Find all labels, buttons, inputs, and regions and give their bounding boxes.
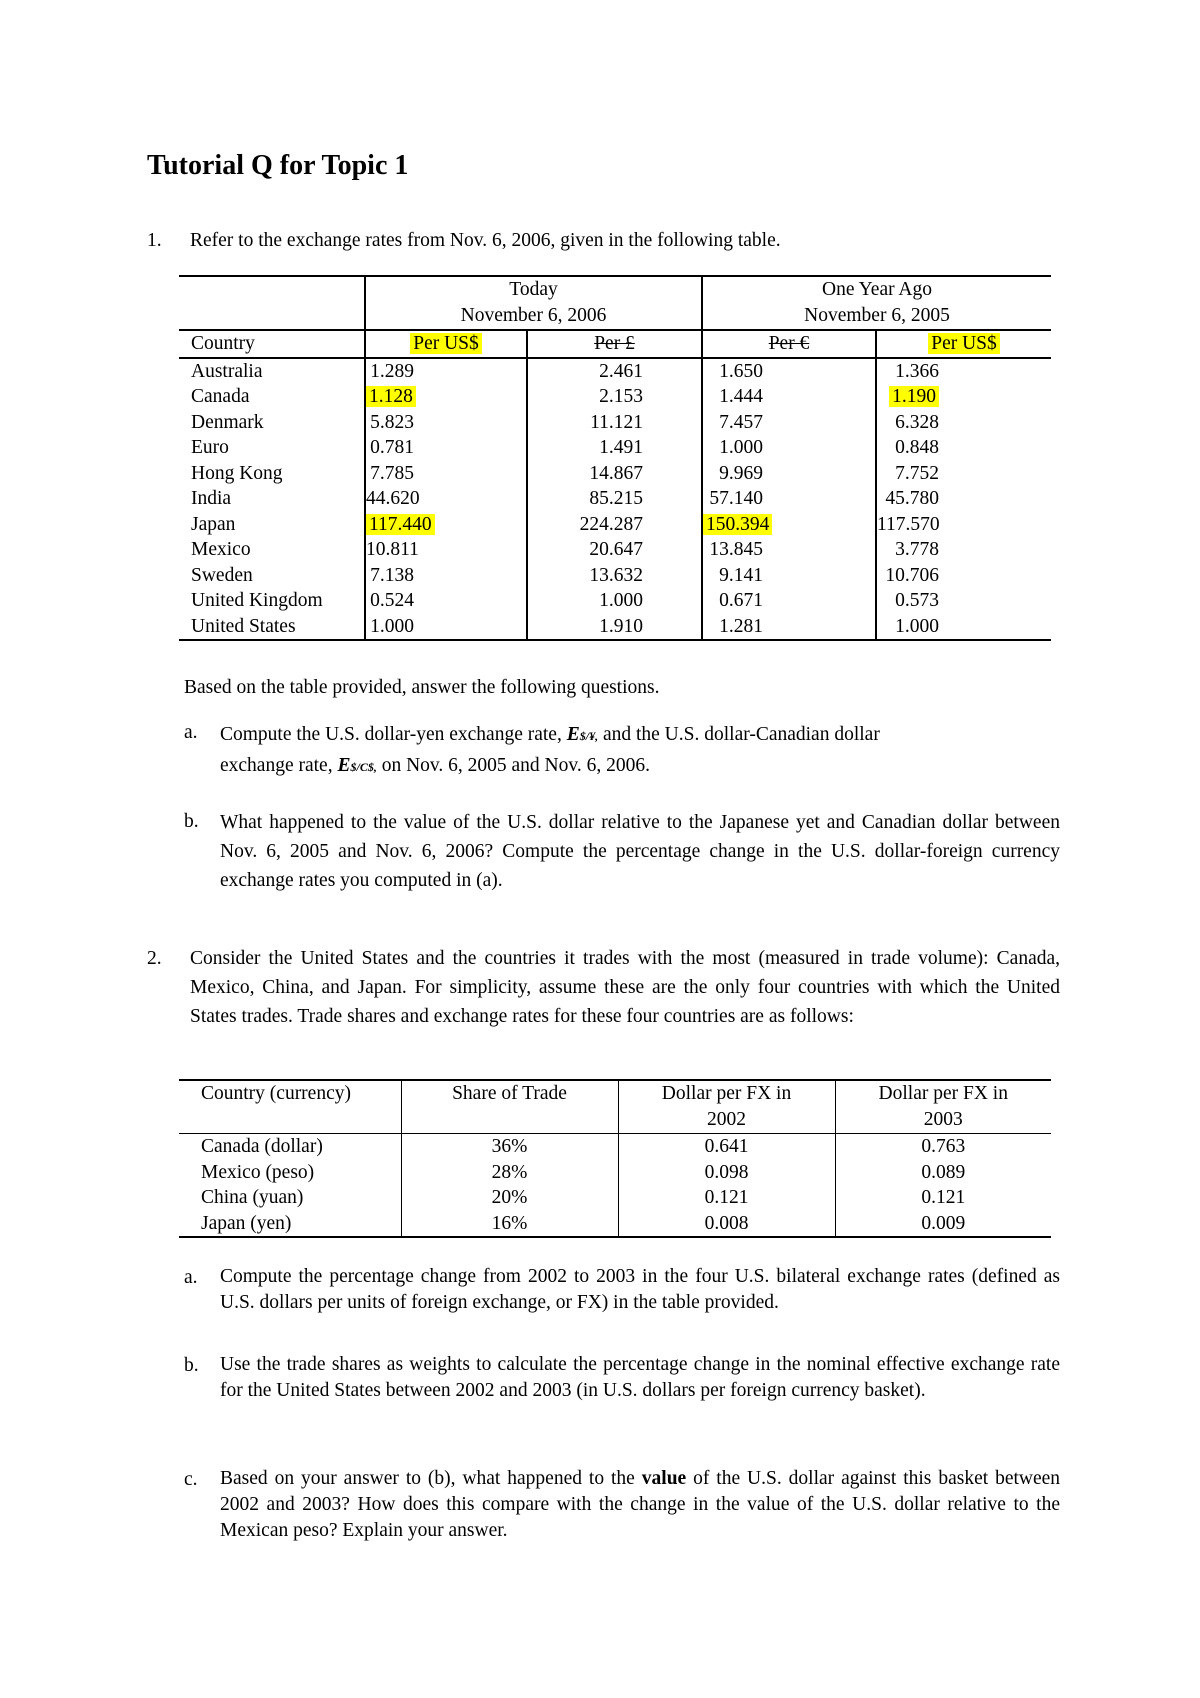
table-row <box>179 512 1051 538</box>
col-header-today-per-usd: Per US$ <box>410 333 482 354</box>
q1b-text: What happened to the value of the U.S. dollar relative to the Japanese yet and Canadian dollar between Nov. 6, 2005 and Nov. 6, 2006? Compute the percentage change in the U.S. dollar-foreign currency exchange rates you computed in (a). <box>220 812 1060 891</box>
q1a-subscript-1: $/¥, <box>579 729 599 743</box>
cell-dollar-per-fx-2002: 0.008 <box>618 1211 835 1238</box>
q1a-symbol-1: E <box>566 724 580 745</box>
q2c-bold-word: value <box>641 1468 687 1489</box>
group-header-ago-date: November 6, 2005 <box>702 303 1051 330</box>
cell-today-per-usd: 117.440 <box>366 514 435 535</box>
table-row <box>179 614 1051 641</box>
cell-today-per-gbp: 2.461 <box>599 360 643 382</box>
cell-today-per-gbp: 224.287 <box>579 513 643 535</box>
cell-today-per-gbp: 14.867 <box>589 462 643 484</box>
q2a-text: Compute the percentage change from 2002 to 2003 in the four U.S. bilateral exchange rates (defined as U.S. dollars per units of foreign exchange, or FX) in the table provided. <box>220 1266 1060 1313</box>
table-row <box>179 486 1051 512</box>
cell-country: United States <box>191 615 296 637</box>
exchange-rate-table <box>179 275 1051 641</box>
table-row <box>179 1134 1051 1160</box>
cell-ago-per-eur: 9.141 <box>719 564 763 586</box>
q2-intro: Consider the United States and the countries it trades with the most (measured in trade volume): Canada, Mexico, China, and Japan. For simplicity, assume these are the only four countries with which the United States trades. Trade shares and exchange rates for these four countries are as follows: <box>190 948 1060 1027</box>
cell-country: India <box>191 488 232 509</box>
cell-today-per-gbp: 11.121 <box>590 411 643 433</box>
table-row <box>179 410 1051 436</box>
cell-country: United Kingdom <box>191 590 323 611</box>
q1a-symbol-2: E <box>337 755 351 776</box>
cell-ago-per-eur: 1.444 <box>719 386 763 407</box>
q1-lead: Based on the table provided, answer the following questions. <box>184 677 660 698</box>
cell-ago-per-eur: 1.650 <box>719 360 763 382</box>
col-header-2003-line1: Dollar per FX in <box>878 1083 1008 1104</box>
cell-today-per-usd: 7.785 <box>370 462 414 484</box>
q2b-text: Use the trade shares as weights to calculate the percentage change in the nominal effective exchange rate for the United States between 2002 and 2003 (in U.S. dollars per foreign currency basket). <box>220 1354 1060 1401</box>
cell-country-currency: Canada (dollar) <box>201 1136 323 1157</box>
cell-share-of-trade: 16% <box>401 1211 618 1238</box>
cell-ago-per-usd: 6.328 <box>895 411 939 433</box>
table-row <box>179 588 1051 614</box>
cell-dollar-per-fx-2003: 0.089 <box>835 1160 1051 1186</box>
cell-ago-per-usd: 45.780 <box>885 488 939 509</box>
q1a-text-part2: and the U.S. dollar-Canadian dollar <box>602 724 880 745</box>
q1a-subscript-2: $/C$, <box>350 760 377 774</box>
q2a-label: a. <box>184 1267 198 1288</box>
cell-ago-per-usd: 7.752 <box>895 462 939 484</box>
cell-today-per-gbp: 20.647 <box>589 539 643 560</box>
cell-dollar-per-fx-2002: 0.121 <box>618 1185 835 1211</box>
cell-share-of-trade: 28% <box>401 1160 618 1186</box>
cell-ago-per-eur: 1.281 <box>719 615 763 637</box>
q2c-text-part2: of the U.S. dollar against this basket between 2002 and 2003? How does this compare with the change in the value of the U.S. dollar relative to the Mexican peso? Explain your answer. <box>220 1468 1061 1541</box>
cell-today-per-usd: 0.524 <box>370 590 414 611</box>
cell-today-per-usd: 5.823 <box>370 411 414 433</box>
cell-country: Australia <box>191 360 263 382</box>
table-row <box>179 384 1051 410</box>
q1a-label: a. <box>184 722 198 743</box>
col-header-share-of-trade: Share of Trade <box>401 1080 618 1134</box>
q1a-text-part4: on Nov. 6, 2005 and Nov. 6, 2006. <box>381 755 650 776</box>
cell-ago-per-eur: 1.000 <box>719 437 763 458</box>
cell-country: Euro <box>191 437 229 458</box>
cell-ago-per-eur: 7.457 <box>719 411 763 433</box>
cell-ago-per-usd: 1.000 <box>895 615 939 637</box>
cell-today-per-gbp: 1.491 <box>599 437 643 458</box>
group-header-one-year-ago: One Year Ago <box>702 276 1051 303</box>
q2b-label: b. <box>184 1355 199 1376</box>
q2c-label: c. <box>184 1469 198 1490</box>
empty-corner-2 <box>179 303 365 330</box>
col-header-ago-per-usd: Per US$ <box>928 333 1000 354</box>
cell-ago-per-usd: 10.706 <box>885 564 939 586</box>
cell-today-per-usd: 1.289 <box>370 360 414 382</box>
cell-ago-per-usd: 1.366 <box>895 360 939 382</box>
cell-today-per-gbp: 13.632 <box>589 564 643 586</box>
cell-country-currency: Mexico (peso) <box>201 1161 315 1183</box>
cell-dollar-per-fx-2003: 0.763 <box>835 1134 1051 1160</box>
cell-today-per-usd: 7.138 <box>370 564 414 586</box>
col-header-2003 <box>835 1080 1051 1134</box>
cell-today-per-gbp: 2.153 <box>599 386 643 407</box>
cell-dollar-per-fx-2002: 0.641 <box>618 1134 835 1160</box>
cell-today-per-gbp: 1.910 <box>599 615 643 637</box>
col-header-country-currency: Country (currency) <box>179 1080 401 1134</box>
cell-dollar-per-fx-2003: 0.009 <box>835 1211 1051 1238</box>
cell-country: Hong Kong <box>191 462 283 484</box>
table-row <box>179 1160 1051 1186</box>
q1a-text-part3: exchange rate, <box>220 755 333 776</box>
cell-today-per-gbp: 85.215 <box>589 488 643 509</box>
cell-country-currency: China (yuan) <box>201 1187 304 1208</box>
cell-ago-per-usd: 0.573 <box>895 590 939 611</box>
q2c-text-part1: Based on your answer to (b), what happened to the <box>220 1468 635 1489</box>
group-header-today: Today <box>365 276 702 303</box>
trade-share-table <box>179 1079 1051 1238</box>
cell-today-per-gbp: 1.000 <box>599 590 643 611</box>
cell-dollar-per-fx-2002: 0.098 <box>618 1160 835 1186</box>
q1-intro: Refer to the exchange rates from Nov. 6, 2006, given in the following table. <box>190 230 781 251</box>
cell-ago-per-eur: 13.845 <box>709 539 763 560</box>
cell-ago-per-eur: 0.671 <box>719 590 763 611</box>
cell-today-per-usd: 44.620 <box>366 488 420 509</box>
q2c-text <box>220 1466 1060 1544</box>
cell-today-per-usd: 0.781 <box>370 437 414 458</box>
cell-today-per-usd: 1.000 <box>370 615 414 637</box>
col-header-2002-line2: 2002 <box>707 1109 746 1130</box>
empty-corner <box>179 276 365 303</box>
col-header-2003-line2: 2003 <box>923 1109 963 1130</box>
cell-ago-per-usd: 3.778 <box>895 539 939 560</box>
table-row <box>179 563 1051 589</box>
cell-dollar-per-fx-2003: 0.121 <box>835 1185 1051 1211</box>
table-row <box>179 1185 1051 1211</box>
q1b-label: b. <box>184 811 199 832</box>
table-row <box>179 461 1051 487</box>
q1a-text-part1: Compute the U.S. dollar-yen exchange rate, <box>220 724 562 745</box>
cell-ago-per-usd: 117.570 <box>877 513 940 535</box>
table-row <box>179 1211 1051 1238</box>
cell-ago-per-eur: 150.394 <box>703 514 772 535</box>
cell-today-per-usd: 10.811 <box>366 539 419 560</box>
table-row <box>179 537 1051 563</box>
cell-share-of-trade: 20% <box>401 1185 618 1211</box>
cell-ago-per-usd: 1.190 <box>889 386 939 407</box>
cell-country: Canada <box>191 386 250 407</box>
cell-today-per-usd: 1.128 <box>366 386 416 407</box>
group-header-today-date: November 6, 2006 <box>365 303 702 330</box>
cell-country: Japan <box>191 513 236 535</box>
table-row <box>179 358 1051 385</box>
cell-ago-per-usd: 0.848 <box>895 437 939 458</box>
q2-number: 2. <box>147 948 162 969</box>
q1-number: 1. <box>147 230 162 251</box>
col-header-2002 <box>618 1080 835 1134</box>
cell-country-currency: Japan (yen) <box>201 1212 292 1234</box>
cell-country: Denmark <box>191 411 264 433</box>
col-header-country: Country <box>179 330 365 358</box>
cell-country: Mexico <box>191 539 251 560</box>
cell-country: Sweden <box>191 564 253 586</box>
col-header-2002-line1: Dollar per FX in <box>661 1083 792 1104</box>
q1a-text <box>220 720 1060 782</box>
table-row <box>179 435 1051 461</box>
col-header-today-per-gbp: Per £ <box>594 333 635 354</box>
col-header-ago-per-eur: Per € <box>768 333 810 354</box>
cell-ago-per-eur: 57.140 <box>709 488 763 509</box>
cell-share-of-trade: 36% <box>401 1134 618 1160</box>
cell-ago-per-eur: 9.969 <box>719 462 763 484</box>
page-title: Tutorial Q for Topic 1 <box>147 150 409 181</box>
